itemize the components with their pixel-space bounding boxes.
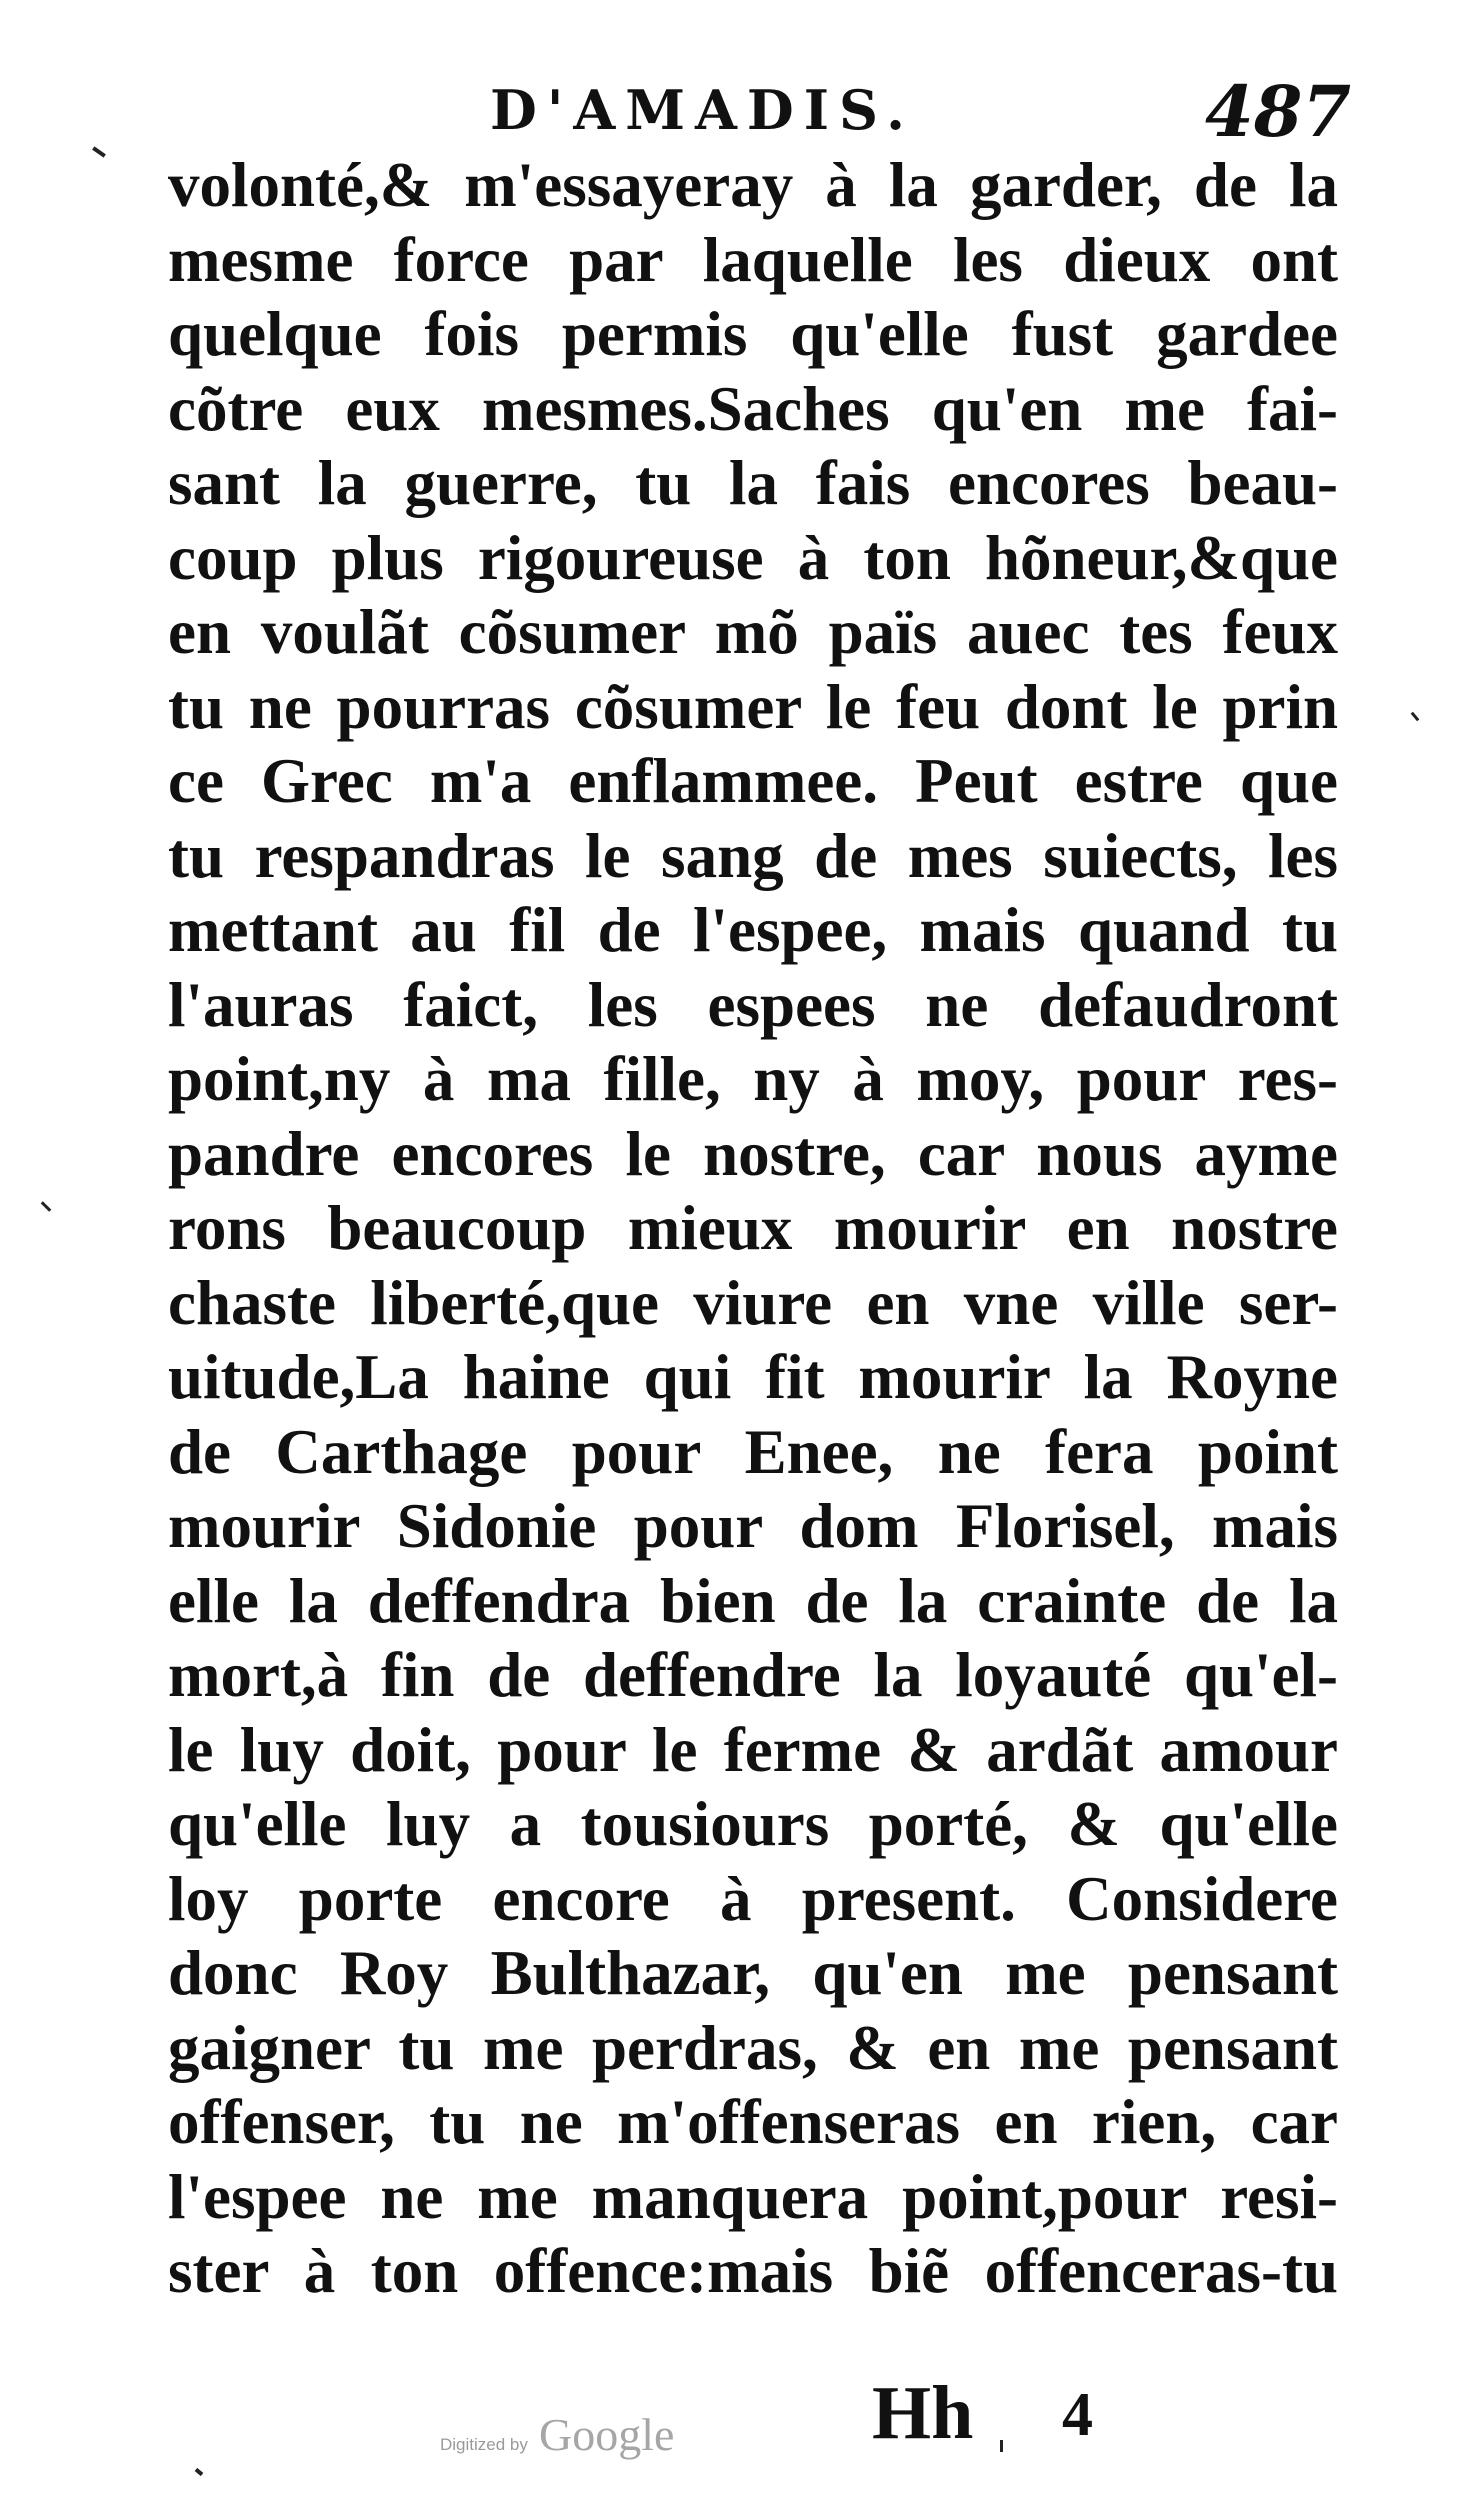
text-line: l'auras faict, les espees ne defaudront [168, 969, 1338, 1040]
text-line: ster à ton offence:mais biẽ offenceras-tu [168, 2236, 1338, 2306]
ink-speck [1411, 712, 1420, 722]
text-line: gaigner tu me perdras, & en me pensant [168, 2012, 1338, 2083]
text-line: en voulãt cõsumer mõ païs auec tes feux [168, 597, 1338, 667]
signature-number: 4 [1062, 2381, 1093, 2449]
text-line: loy porte encore à present. Considere [168, 1863, 1338, 1934]
signature-mark: Hh [872, 2371, 974, 2455]
text-line: elle la deffendra bien de la crainte de la [168, 1565, 1338, 1636]
text-line: coup plus rigoureuse à ton hõneur,&que [168, 522, 1338, 593]
text-line: le luy doit, pour le ferme & ardãt amour [168, 1714, 1338, 1785]
text-line: donc Roy Bulthazar, qu'en me pensant [168, 1938, 1338, 2008]
digitized-prefix: Digitized by [440, 2435, 528, 2454]
text-line: tu respandras le sang de mes suiects, les [168, 820, 1338, 891]
body-text [168, 148, 1338, 2309]
text-line: tu ne pourras cõsumer le feu dont le prin [168, 671, 1338, 742]
text-line: cõtre eux mesmes.Saches qu'en me fai- [168, 373, 1338, 444]
text-line: chaste liberté,que viure en vne ville ser- [168, 1267, 1338, 1338]
text-line: quelque fois permis qu'elle fust gardee [168, 299, 1338, 369]
ink-speck [195, 2468, 204, 2476]
text-line: ce Grec m'a enflammee. Peut estre que [168, 746, 1338, 816]
ink-speck [1000, 2440, 1003, 2452]
text-line: rons beaucoup mieux mourir en nostre [168, 1193, 1338, 1263]
ink-speck [92, 146, 106, 157]
text-line: de Carthage pour Enee, ne fera point [168, 1416, 1338, 1487]
text-line: mesme force par laquelle les dieux ont [168, 224, 1338, 295]
text-line: uitude,La haine qui fit mourir la Royne [168, 1342, 1338, 1412]
text-line: volonté,& m'essayeray à la garder, de la [168, 150, 1338, 220]
google-logo: Google [538, 2409, 675, 2460]
text-line: mourir Sidonie pour dom Florisel, mais [168, 1491, 1338, 1561]
text-line: mettant au fil de l'espee, mais quand tu [168, 895, 1338, 965]
ink-speck [41, 1201, 52, 1212]
page-number: 487 [1205, 70, 1352, 153]
text-line: mort,à fin de deffendre la loyauté qu'el- [168, 1640, 1338, 1710]
text-line: offenser, tu ne m'offenseras en rien, car [168, 2087, 1338, 2157]
text-line: point,ny à ma fille, ny à moy, pour res- [168, 1044, 1338, 1114]
text-line: sant la guerre, tu la fais encores beau- [168, 448, 1338, 518]
digitized-watermark [440, 2408, 674, 2461]
running-head: D'AMADIS. [490, 78, 915, 142]
text-line: l'espee ne me manquera point,pour resi- [168, 2161, 1338, 2232]
text-line: pandre encores le nostre, car nous ayme [168, 1118, 1338, 1189]
text-line: qu'elle luy a tousiours porté, & qu'elle [168, 1789, 1338, 1859]
